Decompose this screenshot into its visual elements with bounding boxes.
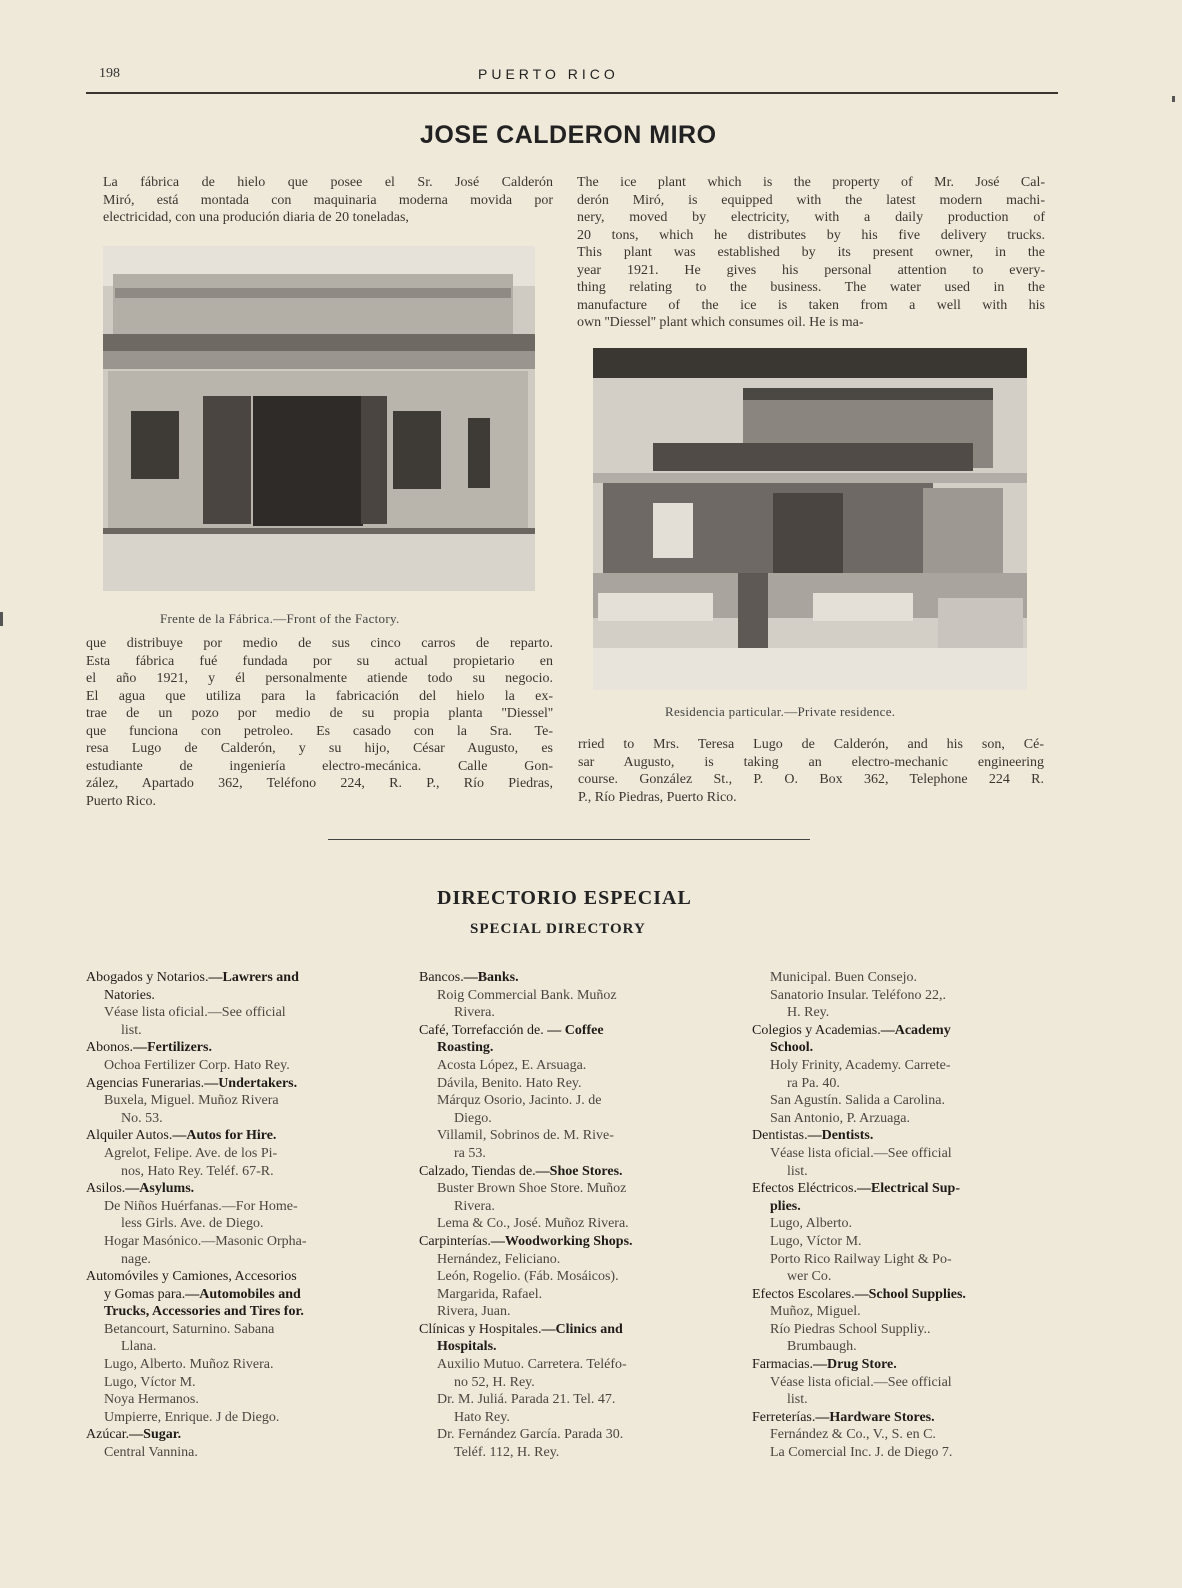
text-line: The ice plant which is the property of Mr. José Cal- xyxy=(577,175,1045,190)
directory-listing: Lugo, Alberto. xyxy=(770,1216,853,1232)
directory-listing: less Girls. Ave. de Diego. xyxy=(121,1216,264,1232)
text-line: trae de un pozo por medio de su propia planta ''Diessel'' xyxy=(86,706,553,721)
text-line: El agua que utiliza para la fabricación del hielo la ex- xyxy=(86,688,553,704)
directory-listing: Río Piedras School Suppliy.. xyxy=(770,1321,931,1337)
directory-category xyxy=(86,1039,382,1057)
text-line: Esta fábrica fué fundada por su actual propietario en xyxy=(86,653,553,669)
directory-listing: Acosta López, E. Arsuaga. xyxy=(437,1057,587,1073)
category-english: School. xyxy=(770,1040,814,1056)
directory-listing: Sanatorio Insular. Teléfono 22,. xyxy=(770,987,947,1003)
directory-category xyxy=(86,1075,382,1093)
directory-subtitle: SPECIAL DIRECTORY xyxy=(470,921,646,937)
directory-category xyxy=(86,987,382,1005)
text-line: rried to Mrs. Teresa Lugo de Calderón, and his son, Cé- xyxy=(578,737,1044,752)
text-line: electricidad, con una produción diaria de 20 toneladas, xyxy=(103,210,409,225)
section-divider xyxy=(328,839,810,840)
factory-front-photo xyxy=(103,246,535,591)
text-line: manufacture of the ice is taken from a well with his xyxy=(577,297,1045,313)
page-number: 198 xyxy=(99,66,120,81)
directory-listing: Rivera. xyxy=(454,1198,495,1214)
category-english: —Automobiles and xyxy=(185,1286,301,1302)
directory-listing: Holy Frinity, Academy. Carrete- xyxy=(770,1057,951,1073)
directory-listing: Véase lista oficial.—See official xyxy=(770,1374,952,1390)
directory-category xyxy=(419,1233,719,1251)
directory-listing: Agrelot, Felipe. Ave. de los Pi- xyxy=(104,1145,278,1161)
directory-category xyxy=(86,1286,382,1304)
category-spanish: Calzado, Tiendas de. xyxy=(419,1163,536,1179)
text-line: resa Lugo de Calderón, y su hijo, César Augusto, es xyxy=(86,741,553,756)
directory-listing: Diego. xyxy=(454,1110,492,1126)
directory-category xyxy=(86,1268,382,1286)
category-english: plies. xyxy=(770,1198,801,1214)
category-english: —Fertilizers. xyxy=(133,1040,212,1056)
category-spanish: Asilos. xyxy=(86,1181,126,1197)
directory-category xyxy=(419,1163,719,1181)
directory-listing: nos, Hato Rey. Teléf. 67-R. xyxy=(121,1163,274,1179)
scan-mark xyxy=(0,612,3,626)
directory-listing: list. xyxy=(787,1163,808,1179)
category-english: —Academy xyxy=(880,1022,951,1038)
directory-category xyxy=(752,1127,1052,1145)
category-spanish: Colegios y Academias. xyxy=(752,1022,881,1038)
directory-listing: wer Co. xyxy=(787,1269,832,1285)
text-line: 20 tons, which he distributes by his five delivery trucks. xyxy=(577,227,1045,243)
private-residence-photo xyxy=(593,348,1027,690)
category-english: —Sugar. xyxy=(129,1427,182,1443)
directory-column-1 xyxy=(86,969,382,1462)
directory-listing: Margarida, Rafael. xyxy=(437,1286,543,1302)
directory-listing: Ochoa Fertilizer Corp. Hato Rey. xyxy=(104,1057,290,1073)
spanish-continued-paragraph xyxy=(86,635,553,810)
category-english: —Autos for Hire. xyxy=(172,1128,277,1144)
directory-category xyxy=(752,1356,1052,1374)
category-spanish: Agencias Funerarias. xyxy=(86,1075,205,1091)
directory-category xyxy=(752,1022,1052,1040)
category-spanish: Dentistas. xyxy=(752,1128,808,1144)
directory-listing: No. 53. xyxy=(121,1110,163,1126)
directory-listing: Roig Commercial Bank. Muñoz xyxy=(437,987,617,1003)
directory-listing: Buxela, Miguel. Muñoz Rivera xyxy=(104,1093,279,1109)
text-line: P., Río Piedras, Puerto Rico. xyxy=(578,789,737,805)
directory-listing: San Antonio, P. Arzuaga. xyxy=(770,1110,910,1126)
category-english: Hospitals. xyxy=(437,1339,497,1355)
directory-listing: ra Pa. 40. xyxy=(787,1075,840,1091)
text-line: thing relating to the business. The water used in the xyxy=(577,280,1045,295)
category-english: — Coffee xyxy=(543,1022,604,1038)
directory-column-3 xyxy=(752,969,1052,1462)
directory-category xyxy=(86,1127,382,1145)
directory-listing: La Comercial Inc. J. de Diego 7. xyxy=(770,1445,953,1461)
directory-listing: León, Rogelio. (Fáb. Mosáicos). xyxy=(437,1269,619,1285)
directory-listing: Buster Brown Shoe Store. Muñoz xyxy=(437,1181,627,1197)
scan-mark xyxy=(1172,96,1175,102)
directory-listing: Márquz Osorio, Jacinto. J. de xyxy=(437,1093,602,1109)
directory-category xyxy=(86,1303,382,1321)
directory-listing: Central Vannina. xyxy=(104,1445,198,1461)
category-spanish: Carpinterías. xyxy=(419,1233,491,1249)
directory-listing: no 52, H. Rey. xyxy=(454,1374,535,1390)
category-english: —Dentists. xyxy=(807,1128,874,1144)
directory-listing: Muñoz, Miguel. xyxy=(770,1304,861,1320)
text-line: own ''Diessel'' plant which consumes oil. He is ma- xyxy=(577,315,864,330)
category-english: —Woodworking Shops. xyxy=(490,1233,633,1249)
category-english: —Drug Store. xyxy=(813,1357,897,1373)
category-spanish: Ferreterías. xyxy=(752,1409,816,1425)
category-spanish: Bancos. xyxy=(419,970,464,985)
english-intro-paragraph xyxy=(577,174,1045,332)
directory-category xyxy=(86,1180,382,1198)
category-english: —Asylums. xyxy=(125,1181,195,1197)
directory-category xyxy=(86,969,382,987)
text-line: derón Miró, is equipped with the latest modern machi- xyxy=(577,192,1045,208)
directory-category xyxy=(752,1286,1052,1304)
directory-listing: nage. xyxy=(121,1251,151,1267)
text-line: sar Augusto, is taking an electro-mechanic engineering xyxy=(578,754,1044,770)
category-english: —Clinics and xyxy=(541,1321,623,1337)
category-spanish: Azúcar. xyxy=(86,1427,130,1443)
directory-category xyxy=(419,1039,719,1057)
text-line: que funciona con petroleo. Es casado con la Sra. Te- xyxy=(86,723,553,739)
factory-photo-caption: Frente de la Fábrica.—Front of the Factory. xyxy=(160,611,400,626)
category-english: —Shoe Stores. xyxy=(535,1163,623,1179)
category-spanish: Efectos Eléctricos. xyxy=(752,1181,857,1197)
category-spanish: Clínicas y Hospitales. xyxy=(419,1321,542,1337)
text-line: This plant was established by its present owner, in the xyxy=(577,245,1045,260)
directory-category xyxy=(419,1022,719,1040)
directory-listing: Auxilio Mutuo. Carretera. Teléfo- xyxy=(437,1357,627,1373)
text-line: zález, Apartado 362, Teléfono 224, R. P., Río Piedras, xyxy=(86,776,553,791)
directory-category xyxy=(419,1338,719,1356)
directory-listing: H. Rey. xyxy=(787,1005,830,1021)
directory-listing: Villamil, Sobrinos de. M. Rive- xyxy=(437,1128,614,1144)
directory-listing: Dr. Fernández García. Parada 30. xyxy=(437,1427,624,1443)
category-english: —Undertakers. xyxy=(204,1075,298,1091)
category-spanish: Abogados y Notarios. xyxy=(86,970,209,985)
directory-listing: Rivera. xyxy=(454,1005,495,1021)
text-line: Puerto Rico. xyxy=(86,793,156,809)
category-spanish: Café, Torrefacción de. xyxy=(419,1022,544,1038)
directory-listing: Rivera, Juan. xyxy=(437,1304,511,1320)
directory-category xyxy=(752,1039,1052,1057)
category-english: —Electrical Sup- xyxy=(856,1181,960,1197)
directory-listing: De Niños Huérfanas.—For Home- xyxy=(104,1198,298,1214)
directory-listing: Dr. M. Juliá. Parada 21. Tel. 47. xyxy=(437,1392,616,1408)
directory-listing: Lugo, Víctor M. xyxy=(104,1374,196,1390)
category-english: —Lawrers and xyxy=(208,970,299,985)
category-spanish: Automóviles y Camiones, Accesorios xyxy=(86,1269,297,1285)
directory-listing: Fernández & Co., V., S. en C. xyxy=(770,1427,936,1443)
directory-listing: Dávila, Benito. Hato Rey. xyxy=(437,1075,582,1091)
article-title: JOSE CALDERON MIRO xyxy=(420,121,717,149)
spanish-intro-paragraph xyxy=(103,174,553,227)
directory-listing: Hato Rey. xyxy=(454,1409,510,1425)
category-spanish: y Gomas para. xyxy=(104,1286,186,1302)
directory-listing: Lema & Co., José. Muñoz Rivera. xyxy=(437,1216,629,1232)
text-line: que distribuye por medio de sus cinco carros de reparto. xyxy=(86,636,553,651)
directory-category xyxy=(752,1180,1052,1198)
directory-category xyxy=(419,1321,719,1339)
directory-listing: Noya Hermanos. xyxy=(104,1392,199,1408)
directory-listing: Betancourt, Saturnino. Sabana xyxy=(104,1321,275,1337)
category-english: —Hardware Stores. xyxy=(815,1409,935,1425)
category-english: —Banks. xyxy=(463,970,519,985)
directory-listing: ra 53. xyxy=(454,1145,486,1161)
directory-listing: Lugo, Víctor M. xyxy=(770,1233,862,1249)
category-english: Roasting. xyxy=(437,1040,494,1056)
directory-listing: San Agustín. Salida a Carolina. xyxy=(770,1093,945,1109)
directory-category xyxy=(752,1198,1052,1216)
text-line: course. González St., P. O. Box 362, Telephone 224 R. xyxy=(578,772,1044,787)
directory-column-2 xyxy=(419,969,719,1462)
directory-listing: Véase lista oficial.—See official xyxy=(770,1145,952,1161)
text-line: nery, moved by electricity, with a daily production of xyxy=(577,210,1045,225)
residence-photo-caption: Residencia particular.—Private residence. xyxy=(665,704,896,719)
text-line: year 1921. He gives his personal attention to every- xyxy=(577,262,1045,278)
directory-listing: Porto Rico Railway Light & Po- xyxy=(770,1251,952,1267)
category-spanish: Abonos. xyxy=(86,1040,134,1056)
text-line: el año 1921, y él personalmente atiende todo su negocio. xyxy=(86,671,553,686)
category-english: Trucks, Accessories and Tires for. xyxy=(104,1304,304,1320)
english-continued-paragraph xyxy=(578,736,1044,806)
text-line: Miró, está montada con maquinaria moderna movida por xyxy=(103,192,553,208)
directory-listing: Llana. xyxy=(121,1339,157,1355)
header-rule xyxy=(86,92,1058,94)
directory-listing: Hernández, Feliciano. xyxy=(437,1251,561,1267)
text-line: La fábrica de hielo que posee el Sr. José Calderón xyxy=(103,175,553,190)
category-spanish: Farmacias. xyxy=(752,1357,814,1373)
directory-listing: list. xyxy=(787,1392,808,1408)
directory-listing: Teléf. 112, H. Rey. xyxy=(454,1445,560,1461)
directory-category xyxy=(86,1426,382,1444)
directory-listing: Municipal. Buen Consejo. xyxy=(770,970,917,985)
directory-category xyxy=(752,1409,1052,1427)
category-spanish: Alquiler Autos. xyxy=(86,1128,173,1144)
category-spanish: Natories. xyxy=(104,987,155,1003)
directory-category xyxy=(419,969,719,987)
directory-listing: Brumbaugh. xyxy=(787,1339,857,1355)
directory-listing: Lugo, Alberto. Muñoz Rivera. xyxy=(104,1357,274,1373)
category-english: —School Supplies. xyxy=(854,1286,966,1302)
category-spanish: Efectos Escolares. xyxy=(752,1286,855,1302)
directory-listing: Véase lista oficial.—See official xyxy=(104,1005,286,1021)
running-head: PUERTO RICO xyxy=(478,66,619,82)
directory-title: DIRECTORIO ESPECIAL xyxy=(437,887,692,909)
text-line: estudiante de ingeniería electro-mecánica. Calle Gon- xyxy=(86,758,553,774)
directory-listing: Hogar Masónico.—Masonic Orpha- xyxy=(104,1233,307,1249)
directory-listing: Umpierre, Enrique. J de Diego. xyxy=(104,1409,280,1425)
directory-listing: list. xyxy=(121,1022,142,1038)
